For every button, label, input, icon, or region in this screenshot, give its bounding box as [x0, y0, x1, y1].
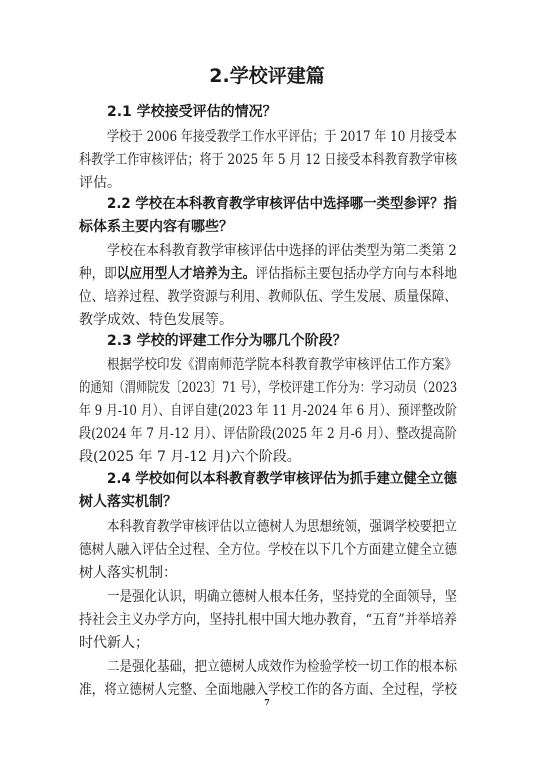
paragraph-line: 持社会主义办学方向，坚持扎根中国大地办教育，“五育”并举培养 — [79, 612, 457, 628]
paragraph-line: 二是强化基础，把立德树人成效作为检验学校一切工作的根本标 — [107, 659, 458, 675]
section-heading-2-2: 2.2 学校在本科教育教学审核评估中选择哪一类型参评？指 — [107, 196, 457, 212]
section-heading-2-4-cont: 树人落实机制？ — [79, 494, 177, 510]
paragraph-line: 本科教育教学审核评估以立德树人为思想统领，强调学校要把立 — [107, 519, 458, 535]
text-span: 评估指标主要包括办学方向与本科地 — [255, 266, 457, 282]
paragraph-line — [79, 264, 457, 284]
paragraph-line: 学校于 2006 年接受教学工作水平评估；于 2017 年 10 月接受本 — [107, 129, 457, 145]
section-heading-2-2-cont: 标体系主要内容有哪些？ — [79, 219, 233, 235]
paragraph-line: 年 9 月-10 月）、自评自建(2023 年 11 月-2024 年 6 月）、预评整改阶 — [79, 403, 457, 419]
paragraph-line: 准，将立德树人完整、全面地融入学校工作的各方面、全过程，学校 — [79, 682, 457, 698]
page-title: 2.学校评建篇 — [209, 65, 325, 87]
paragraph-line: 一是强化认识，明确立德树人根本任务，坚持党的全面领导，坚 — [107, 589, 458, 605]
paragraph-line: 德树人融入评估全过程、全方位。学校在以下几个方面建立健全立德 — [79, 542, 457, 558]
paragraph-line: 段(2025 年 7 月-12 月)六个阶段。 — [79, 449, 301, 465]
emphasis-text: 以应用型人才培养为主。 — [116, 266, 256, 282]
paragraph-line: 树人落实机制： — [79, 565, 177, 581]
paragraph-line: 段(2024 年 7 月-12 月）、评估阶段(2025 年 2 月-6 月）、整改提高阶 — [79, 426, 457, 442]
section-heading-2-4: 2.4 学校如何以本科教育教学审核评估为抓手建立健全立德 — [107, 471, 457, 487]
paragraph-line: 位、培养过程、教学资源与利用、教师队伍、学生发展、质量保障、 — [79, 289, 457, 305]
section-heading-2-3: 2.3 学校的评建工作分为哪几个阶段？ — [107, 333, 347, 349]
paragraph-line: 的通知（渭师院发〔2023〕71 号），学校评建工作分为：学习动员（2023 — [79, 380, 458, 396]
paragraph-line: 学校在本科教育教学审核评估中选择的评估类型为第二类第 2 — [107, 243, 457, 259]
section-heading-2-1: 2.1 学校接受评估的情况？ — [107, 104, 277, 120]
paragraph-line: 时代新人； — [79, 635, 149, 651]
paragraph-line: 教学成效、特色发展等。 — [79, 312, 233, 328]
paragraph-line: 评估。 — [79, 175, 121, 191]
paragraph-line: 科教学工作审核评估；将于 2025 年 5 月 12 日接受本科教育教学审核 — [79, 152, 458, 168]
text-span: 种，即 — [79, 266, 117, 282]
paragraph-line: 根据学校印发《渭南师范学院本科教育教学审核评估工作方案》 — [107, 357, 458, 373]
page-number: 7 — [264, 697, 270, 707]
